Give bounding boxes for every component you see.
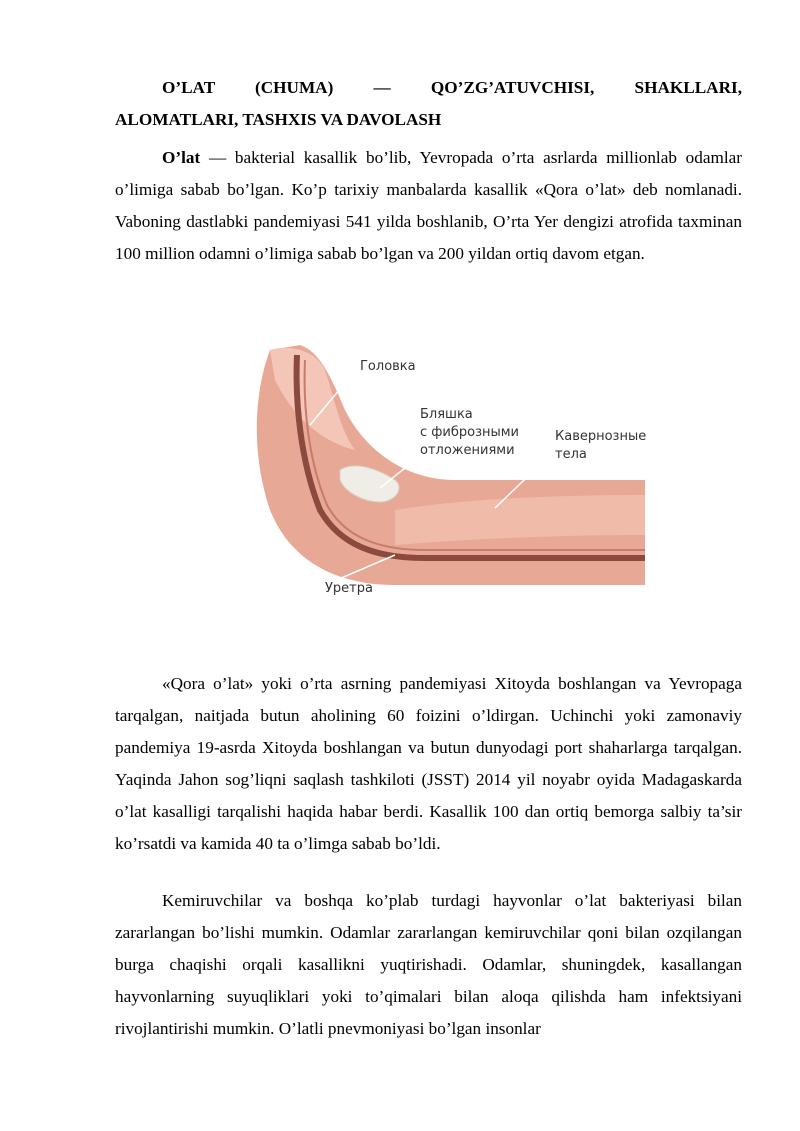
- label-plaque-3: отложениями: [420, 443, 515, 458]
- paragraph-1-body: — bakterial kasallik bo’lib, Yevropada o’rta asrlarda millionlab odamlar o’limiga sabab bo’lgan. Ko’p tarixiy manbalarda kasallik «Qora o’lat» deb nomlanadi. Vaboning dastlabki pandemiyasi 541 yilda boshlanib, O’rta Yer dengizi atrofida taxminan 100 million odamni o’limiga sabab bo’lgan va 200 yildan ortiq davom etgan.: [115, 148, 742, 263]
- anatomy-illustration-svg: [245, 330, 685, 620]
- label-plaque-1: Бляшка: [420, 407, 473, 422]
- title-line-2: ALOMATLARI, TASHXIS VA DAVOLASH: [115, 110, 442, 129]
- label-head: Головка: [360, 359, 416, 374]
- label-plaque-2: с фиброзными: [420, 425, 519, 440]
- label-urethra: Уретра: [325, 581, 373, 596]
- paragraph-1-lead: O’lat: [162, 148, 201, 167]
- label-cavernous-2: тела: [555, 447, 587, 462]
- paragraph-2: «Qora o’lat» yoki o’rta asrning pandemiyasi Xitoyda boshlangan va Yevropaga tarqalgan, naitjada butun aholining 60 foizini o’ldirgan. Uchinchi yoki zamonaviy pandemiya 19-asrda Xitoyda boshlangan va butun dunyodagi port shaharlarga tarqalgan. Yaqinda Jahon sog’liqni saqlash tashkiloti (JSST) 2014 yil noyabr oyida Madagaskarda o’lat kasalligi tarqalishi haqida habar berdi. Kasallik 100 dan ortiq bemorga salbiy ta’sir ko’rsatdi va kamida 40 ta o’limga sabab bo’ldi.: [115, 674, 742, 853]
- document-title: [115, 72, 742, 136]
- paragraph-3: Kemiruvchilar va boshqa ko’plab turdagi hayvonlar o’lat bakteriyasi bilan zararlangan bo’lishi mumkin. Odamlar zararlangan kemiruvchilar qoni bilan ozqilangan burga chaqishi orqali kasallikni yuqtirishadi. Odamlar, shuningdek, kasallangan hayvonlarning suyuqliklari yoki to’qimalari bilan aloqa qilishda ham infektsiyani rivojlantirishi mumkin. O’latli pnevmoniyasi bo’lgan insonlar: [115, 891, 742, 1038]
- label-cavernous-1: Кавернозные: [555, 429, 647, 444]
- anatomy-illustration: [245, 330, 685, 620]
- paragraph-1: [115, 142, 742, 270]
- title-line-1: O’LAT (CHUMA) — QO’ZG’ATUVCHISI, SHAKLLARI,: [162, 78, 742, 97]
